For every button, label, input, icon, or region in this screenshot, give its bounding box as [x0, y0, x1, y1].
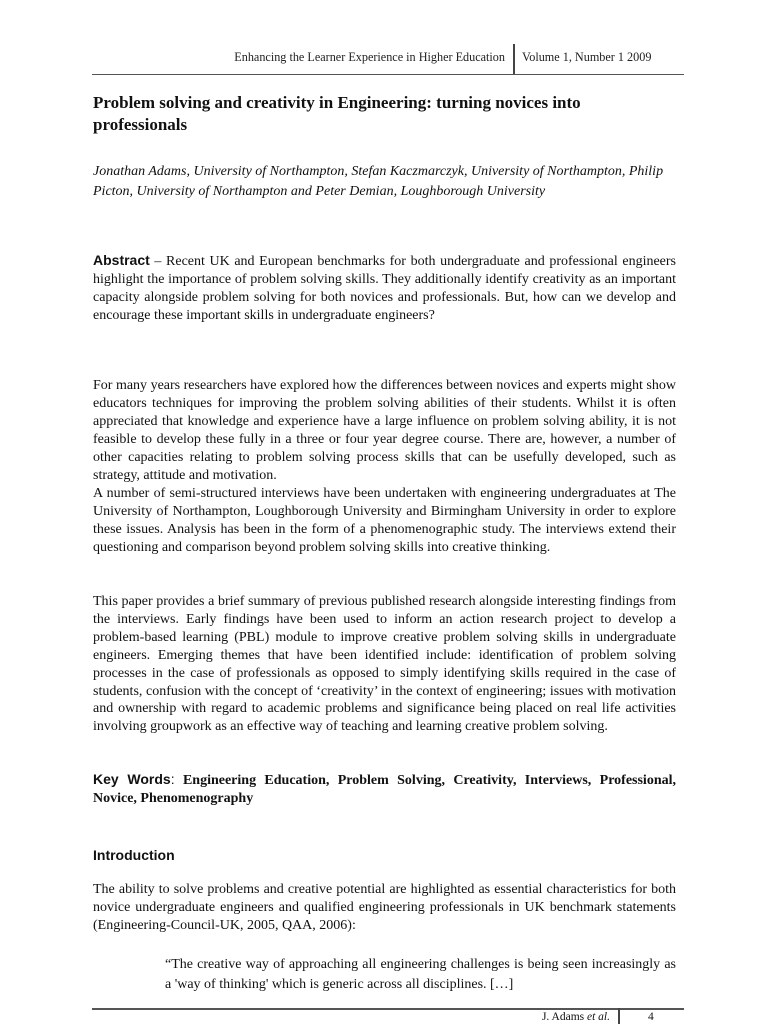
page-number: 4	[648, 1011, 654, 1023]
abstract-label: Abstract	[93, 252, 150, 268]
footer-author-etal: et al.	[587, 1011, 610, 1023]
footer-author	[542, 1011, 610, 1023]
keywords-paragraph	[93, 771, 676, 808]
abstract-paragraph-1	[93, 252, 676, 325]
footer-author-name: J. Adams	[541, 1011, 587, 1023]
section-heading-introduction: Introduction	[93, 847, 175, 863]
footer-rule	[92, 1008, 684, 1010]
author-list: Jonathan Adams, University of Northampton, Stefan Kaczmarczyk, University of Northampton, Philip Picton, University of Northampton and Peter Demian, Loughborough University	[93, 164, 664, 199]
abstract-text-1: Recent UK and European benchmarks for both undergraduate and professional engineers highlight the importance of problem solving skills. They additionally identify creativity as an important capacity alongside problem solving for both novices and professionals. But, how can we develop and encourage these important skills in undergraduate engineers?	[93, 254, 676, 323]
running-header-journal: Enhancing the Learner Experience in Higher Education	[234, 50, 505, 64]
header-divider	[513, 44, 515, 75]
keywords-list: Engineering Education, Problem Solving, Creativity, Interviews, Professional, Novice, Phenomenography	[93, 773, 676, 806]
abstract-dash: –	[149, 254, 167, 269]
abstract-paragraph-2: For many years researchers have explored how the differences between novices and experts might show educators techniques for improving the problem solving abilities of their students. Whilst it is often appreciated that knowledge and experience have a large influence on problem solving ability, it is not feasible to develop these fully in a three or four year degree course. There are, however, a number of other capacities relating to problem solving process skills that can be usefully developed, such as strategy, attitude and motivation.	[93, 378, 676, 483]
running-header-volume: Volume 1, Number 1 2009	[522, 50, 652, 64]
article-title: Problem solving and creativity in Engineering: turning novices into professionals	[93, 93, 581, 134]
abstract-paragraph-3: A number of semi-structured interviews have been undertaken with engineering undergraduates at The University of Northampton, Loughborough University and Birmingham University in order to explore these issues. Analysis has been in the form of a phenomenographic study. The interviews extend their questioning and comparison beyond problem solving skills into creative thinking.	[93, 486, 676, 555]
header-rule	[92, 74, 684, 75]
keywords-label: Key Words	[93, 771, 171, 787]
footer-divider	[618, 1008, 620, 1024]
abstract-paragraph-4: This paper provides a brief summary of previous published research alongside interesting findings from the interviews. Early findings have been used to inform an action research project to develop a problem-based learning (PBL) module to improve creative problem solving skills in undergraduate engineers. Emerging themes that have been identified include: identification of problem solving processes in the case of professionals as opposed to simply identifying skills required in the case of students, confusion with the concept of ‘creativity’ in the context of engineering; issues with motivation and ownership with regard to academic problems and significance being placed on real life activities involving groupwork as an effective way of teaching and learning creative problem solving.	[93, 594, 676, 735]
benchmark-quote: “The creative way of approaching all engineering challenges is being seen increasingly as a 'way of thinking' which is generic across all disciplines. […]	[165, 957, 676, 992]
keywords-colon: :	[170, 771, 175, 787]
article-content	[93, 92, 676, 992]
introduction-paragraph: The ability to solve problems and creative potential are highlighted as essential characteristics for both novice undergraduate engineers and qualified engineering professionals in UK benchmark statements (Engineering-Council-UK, 2005, QAA, 2006):	[93, 882, 676, 933]
